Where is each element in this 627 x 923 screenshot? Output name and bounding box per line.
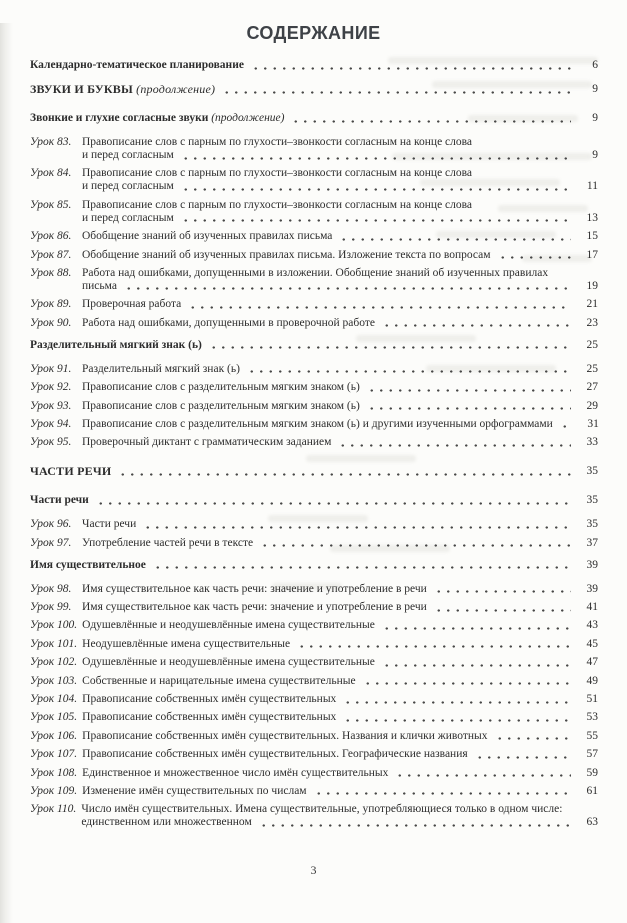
toc-lesson-entry	[30, 381, 598, 394]
entry-title: и перед согласным	[82, 211, 174, 224]
page-number: 41	[586, 601, 598, 614]
entry-title: Обобщение знаний об изученных правилах письма. Изложение текста по вопросам	[82, 248, 491, 261]
dot-leader	[343, 693, 571, 706]
dot-leader	[260, 537, 571, 550]
toc-lesson-entry	[30, 199, 598, 225]
entry-title: письма	[82, 279, 117, 292]
page-number: 29	[586, 399, 598, 412]
page-number: 25	[586, 362, 598, 375]
dot-leader	[498, 249, 571, 262]
dot-leader	[395, 767, 571, 780]
toc-lesson-entry	[30, 638, 598, 651]
dot-leader	[188, 298, 571, 311]
dot-leader	[143, 518, 571, 531]
lesson-number: Урок 87.	[30, 248, 72, 261]
page-number: 63	[586, 816, 598, 829]
entry-title-line1: Правописание слов с парным по глухости–звонкости согласным на конце слова	[82, 136, 473, 148]
page-number: 9	[592, 112, 598, 124]
entry-title: Правописание собственных имён существительных. Географические названия	[82, 748, 468, 761]
toc-lesson-entry	[30, 167, 598, 193]
entry-title: Календарно-тематическое планирование	[30, 59, 244, 71]
toc-section-heading	[30, 494, 598, 507]
page-number: 27	[586, 381, 598, 394]
dot-leader	[118, 465, 571, 478]
page-number: 49	[586, 674, 598, 687]
dot-leader	[367, 400, 571, 413]
lesson-number: Урок 88.	[30, 266, 72, 279]
page-number: 9	[592, 149, 598, 161]
page-title: СОДЕРЖАНИЕ	[246, 23, 381, 43]
dot-leader	[181, 149, 571, 162]
entry-title: Единственное и множественное число имён существительных	[82, 766, 389, 779]
page-number: 43	[586, 619, 598, 632]
entry-title: ЧАСТИ РЕЧИ	[30, 464, 112, 479]
toc-lesson-entry	[30, 249, 598, 262]
entry-title: Собственные и нарицательные имена существительные	[82, 674, 356, 687]
toc-list	[30, 59, 598, 829]
lesson-number: Урок 90.	[30, 316, 72, 329]
dot-leader	[209, 339, 571, 352]
toc-lesson-entry	[30, 136, 598, 162]
toc-lesson-entry	[30, 601, 598, 614]
dot-leader	[251, 59, 571, 72]
page-number: 33	[586, 436, 598, 449]
entry-title: Части речи	[30, 494, 89, 507]
entry-title: Разделительный мягкий знак (ь)	[30, 338, 202, 351]
page-number: 35	[586, 518, 598, 531]
page-number: 61	[586, 784, 598, 797]
entry-title-line1: Правописание слов с парным по глухости–звонкости согласным на конце слова	[82, 198, 473, 211]
entry-title: Обобщение знаний об изученных правилах письма	[82, 230, 333, 243]
entry-title: Имя существительное как часть речи: значение и употребление в речи	[82, 582, 427, 595]
toc-lesson-entry	[30, 436, 598, 449]
dot-leader	[297, 638, 571, 651]
entry-title: Проверочный диктант с грамматическим заданием	[82, 436, 332, 449]
page-edge-shadow	[0, 23, 13, 923]
page-number: 9	[592, 83, 598, 95]
toc-lesson-entry	[30, 619, 598, 632]
entry-title: Правописание собственных имён существительных. Названия и клички животных	[82, 729, 488, 742]
toc-section-heading	[30, 339, 598, 352]
dot-leader	[343, 711, 571, 724]
entry-title-suffix: (продолжение)	[211, 112, 285, 124]
toc-lesson-entry	[30, 418, 598, 431]
dot-leader	[247, 363, 571, 376]
entry-title: и перед согласным	[82, 149, 174, 161]
entry-title-line1: Правописание слов с парным по глухости–звонкости согласным на конце слова	[82, 167, 473, 180]
entry-title: Имя существительное	[30, 558, 146, 571]
lesson-number: Урок 85.	[30, 198, 72, 211]
page-number: 37	[586, 536, 598, 549]
entry-title-suffix: (продолжение)	[136, 82, 216, 96]
page-number: 11	[586, 180, 598, 193]
toc-lesson-entry	[30, 675, 598, 688]
dot-leader	[495, 730, 572, 743]
dot-leader	[382, 619, 571, 632]
toc-section-heading	[30, 112, 598, 125]
lesson-number: Урок 107.	[30, 748, 78, 761]
page-number: 57	[586, 748, 598, 761]
page-number: 23	[586, 316, 598, 329]
dot-leader	[367, 381, 571, 394]
entry-title: единственном или множественном	[81, 816, 252, 829]
lesson-number: Урок 106.	[30, 729, 78, 742]
entry-title: Одушевлённые и неодушевлённые имена существительные	[82, 656, 375, 669]
toc-lesson-entry	[30, 400, 598, 413]
entry-title: Неодушевлённые имена существительные	[82, 637, 291, 650]
toc-lesson-entry	[30, 785, 598, 798]
toc-lesson-entry	[30, 537, 598, 550]
toc-lesson-entry	[30, 518, 598, 531]
dot-leader	[338, 436, 571, 449]
entry-title: Правописание слов с разделительным мягким знаком (ь)	[82, 399, 360, 412]
toc-lesson-entry	[30, 803, 598, 829]
page-number: 39	[586, 558, 598, 571]
dot-leader	[314, 785, 571, 798]
entry-title: Одушевлённые и неодушевлённые имена существительные	[82, 619, 375, 632]
page-number: 59	[586, 766, 598, 779]
lesson-number: Урок 89.	[30, 298, 72, 311]
dot-leader	[222, 83, 571, 96]
toc-lesson-entry	[30, 363, 598, 376]
toc-lesson-entry	[30, 693, 598, 706]
dot-leader	[259, 816, 571, 829]
toc-lesson-entry	[30, 230, 598, 243]
lesson-number: Урок 109.	[30, 784, 78, 797]
dot-leader	[434, 583, 571, 596]
entry-title: ЗВУКИ И БУКВЫ	[30, 82, 133, 96]
toc-lesson-entry	[30, 298, 598, 311]
dot-leader	[434, 601, 571, 614]
page-number: 25	[586, 338, 598, 351]
dot-leader	[124, 280, 571, 293]
toc-section-heading	[30, 465, 598, 478]
lesson-number: Урок 84.	[30, 167, 72, 180]
entry-title: Изменение имён существительных по числам	[82, 784, 307, 797]
entry-title: Разделительный мягкий знак (ь)	[82, 362, 240, 375]
lesson-number: Урок 83.	[30, 136, 72, 148]
page-number: 21	[586, 298, 598, 311]
toc-section-heading	[30, 559, 598, 572]
dot-leader	[339, 230, 571, 243]
page-number: 39	[586, 582, 598, 595]
lesson-number: Урок 102.	[30, 656, 78, 669]
lesson-number: Урок 100.	[30, 619, 78, 632]
page-number: 53	[586, 711, 598, 724]
page-number: 31	[587, 417, 599, 430]
entry-title: Части речи	[82, 518, 137, 531]
entry-title: Правописание слов с разделительным мягким знаком (ь)	[82, 381, 360, 394]
lesson-number: Урок 98.	[30, 582, 72, 595]
dot-leader	[382, 656, 571, 669]
entry-title: Имя существительное как часть речи: значение и употребление в речи	[82, 601, 427, 614]
toc-section-heading	[30, 59, 598, 72]
lesson-number: Урок 101.	[30, 637, 78, 650]
lesson-number: Урок 97.	[30, 536, 72, 549]
page-number: 19	[586, 279, 598, 292]
dot-leader	[181, 212, 571, 225]
page-number: 35	[586, 465, 598, 478]
toc-lesson-entry	[30, 267, 598, 293]
toc-section-heading	[30, 83, 598, 96]
page-number: 45	[586, 637, 598, 650]
page-number: 51	[586, 693, 598, 706]
page-number: 6	[592, 59, 598, 71]
entry-title-line1: Работа над ошибками, допущенными в изложении. Обобщение знаний об изученных правилах	[82, 266, 549, 279]
entry-title: Правописание собственных имён существительных	[82, 711, 337, 724]
dot-leader	[96, 494, 571, 507]
entry-title: Правописание собственных имён существительных	[82, 693, 337, 706]
dot-leader	[291, 112, 571, 125]
lesson-number: Урок 95.	[30, 436, 72, 449]
dot-leader	[153, 559, 571, 572]
lesson-number: Урок 94.	[30, 417, 72, 430]
entry-title: Употребление частей речи в тексте	[82, 536, 254, 549]
entry-title: Работа над ошибками, допущенными в проверочной работе	[82, 316, 375, 329]
page-number: 13	[586, 211, 598, 224]
lesson-number: Урок 92.	[30, 381, 72, 394]
toc-lesson-entry	[30, 730, 598, 743]
toc-lesson-entry	[30, 656, 598, 669]
page-number: 47	[586, 656, 598, 669]
lesson-number: Урок 104.	[30, 693, 78, 706]
toc-lesson-entry	[30, 317, 598, 330]
lesson-number: Урок 99.	[30, 601, 72, 614]
dot-leader	[560, 418, 572, 431]
lesson-number: Урок 86.	[30, 230, 72, 243]
dot-leader	[181, 180, 571, 193]
toc-lesson-entry	[30, 748, 598, 761]
dot-leader	[382, 317, 571, 330]
entry-title: Правописание слов с разделительным мягким знаком (ь) и другими изученными орфограммами	[82, 417, 553, 430]
lesson-number: Урок 108.	[30, 766, 78, 779]
entry-title-line1: Число имён существительных. Имена существительные, употребляющиеся только в одном числе:	[81, 803, 563, 816]
entry-title: Проверочная работа	[82, 298, 182, 311]
dot-leader	[475, 748, 571, 761]
page-number: 15	[586, 230, 598, 243]
lesson-number: Урок 93.	[30, 399, 72, 412]
lesson-number: Урок 105.	[30, 711, 78, 724]
lesson-number: Урок 103.	[30, 674, 78, 687]
lesson-number: Урок 110.	[30, 803, 77, 816]
page-number: 35	[586, 494, 598, 507]
page-number: 17	[586, 248, 598, 261]
entry-title: и перед согласным	[82, 180, 174, 193]
footer-page-number: 3	[310, 863, 317, 878]
dot-leader	[363, 675, 571, 688]
lesson-number: Урок 91.	[30, 362, 72, 375]
entry-title: Звонкие и глухие согласные звуки	[30, 112, 209, 124]
page-number: 55	[586, 729, 598, 742]
toc-lesson-entry	[30, 767, 598, 780]
toc-lesson-entry	[30, 711, 598, 724]
toc-lesson-entry	[30, 583, 598, 596]
lesson-number: Урок 96.	[30, 518, 72, 531]
